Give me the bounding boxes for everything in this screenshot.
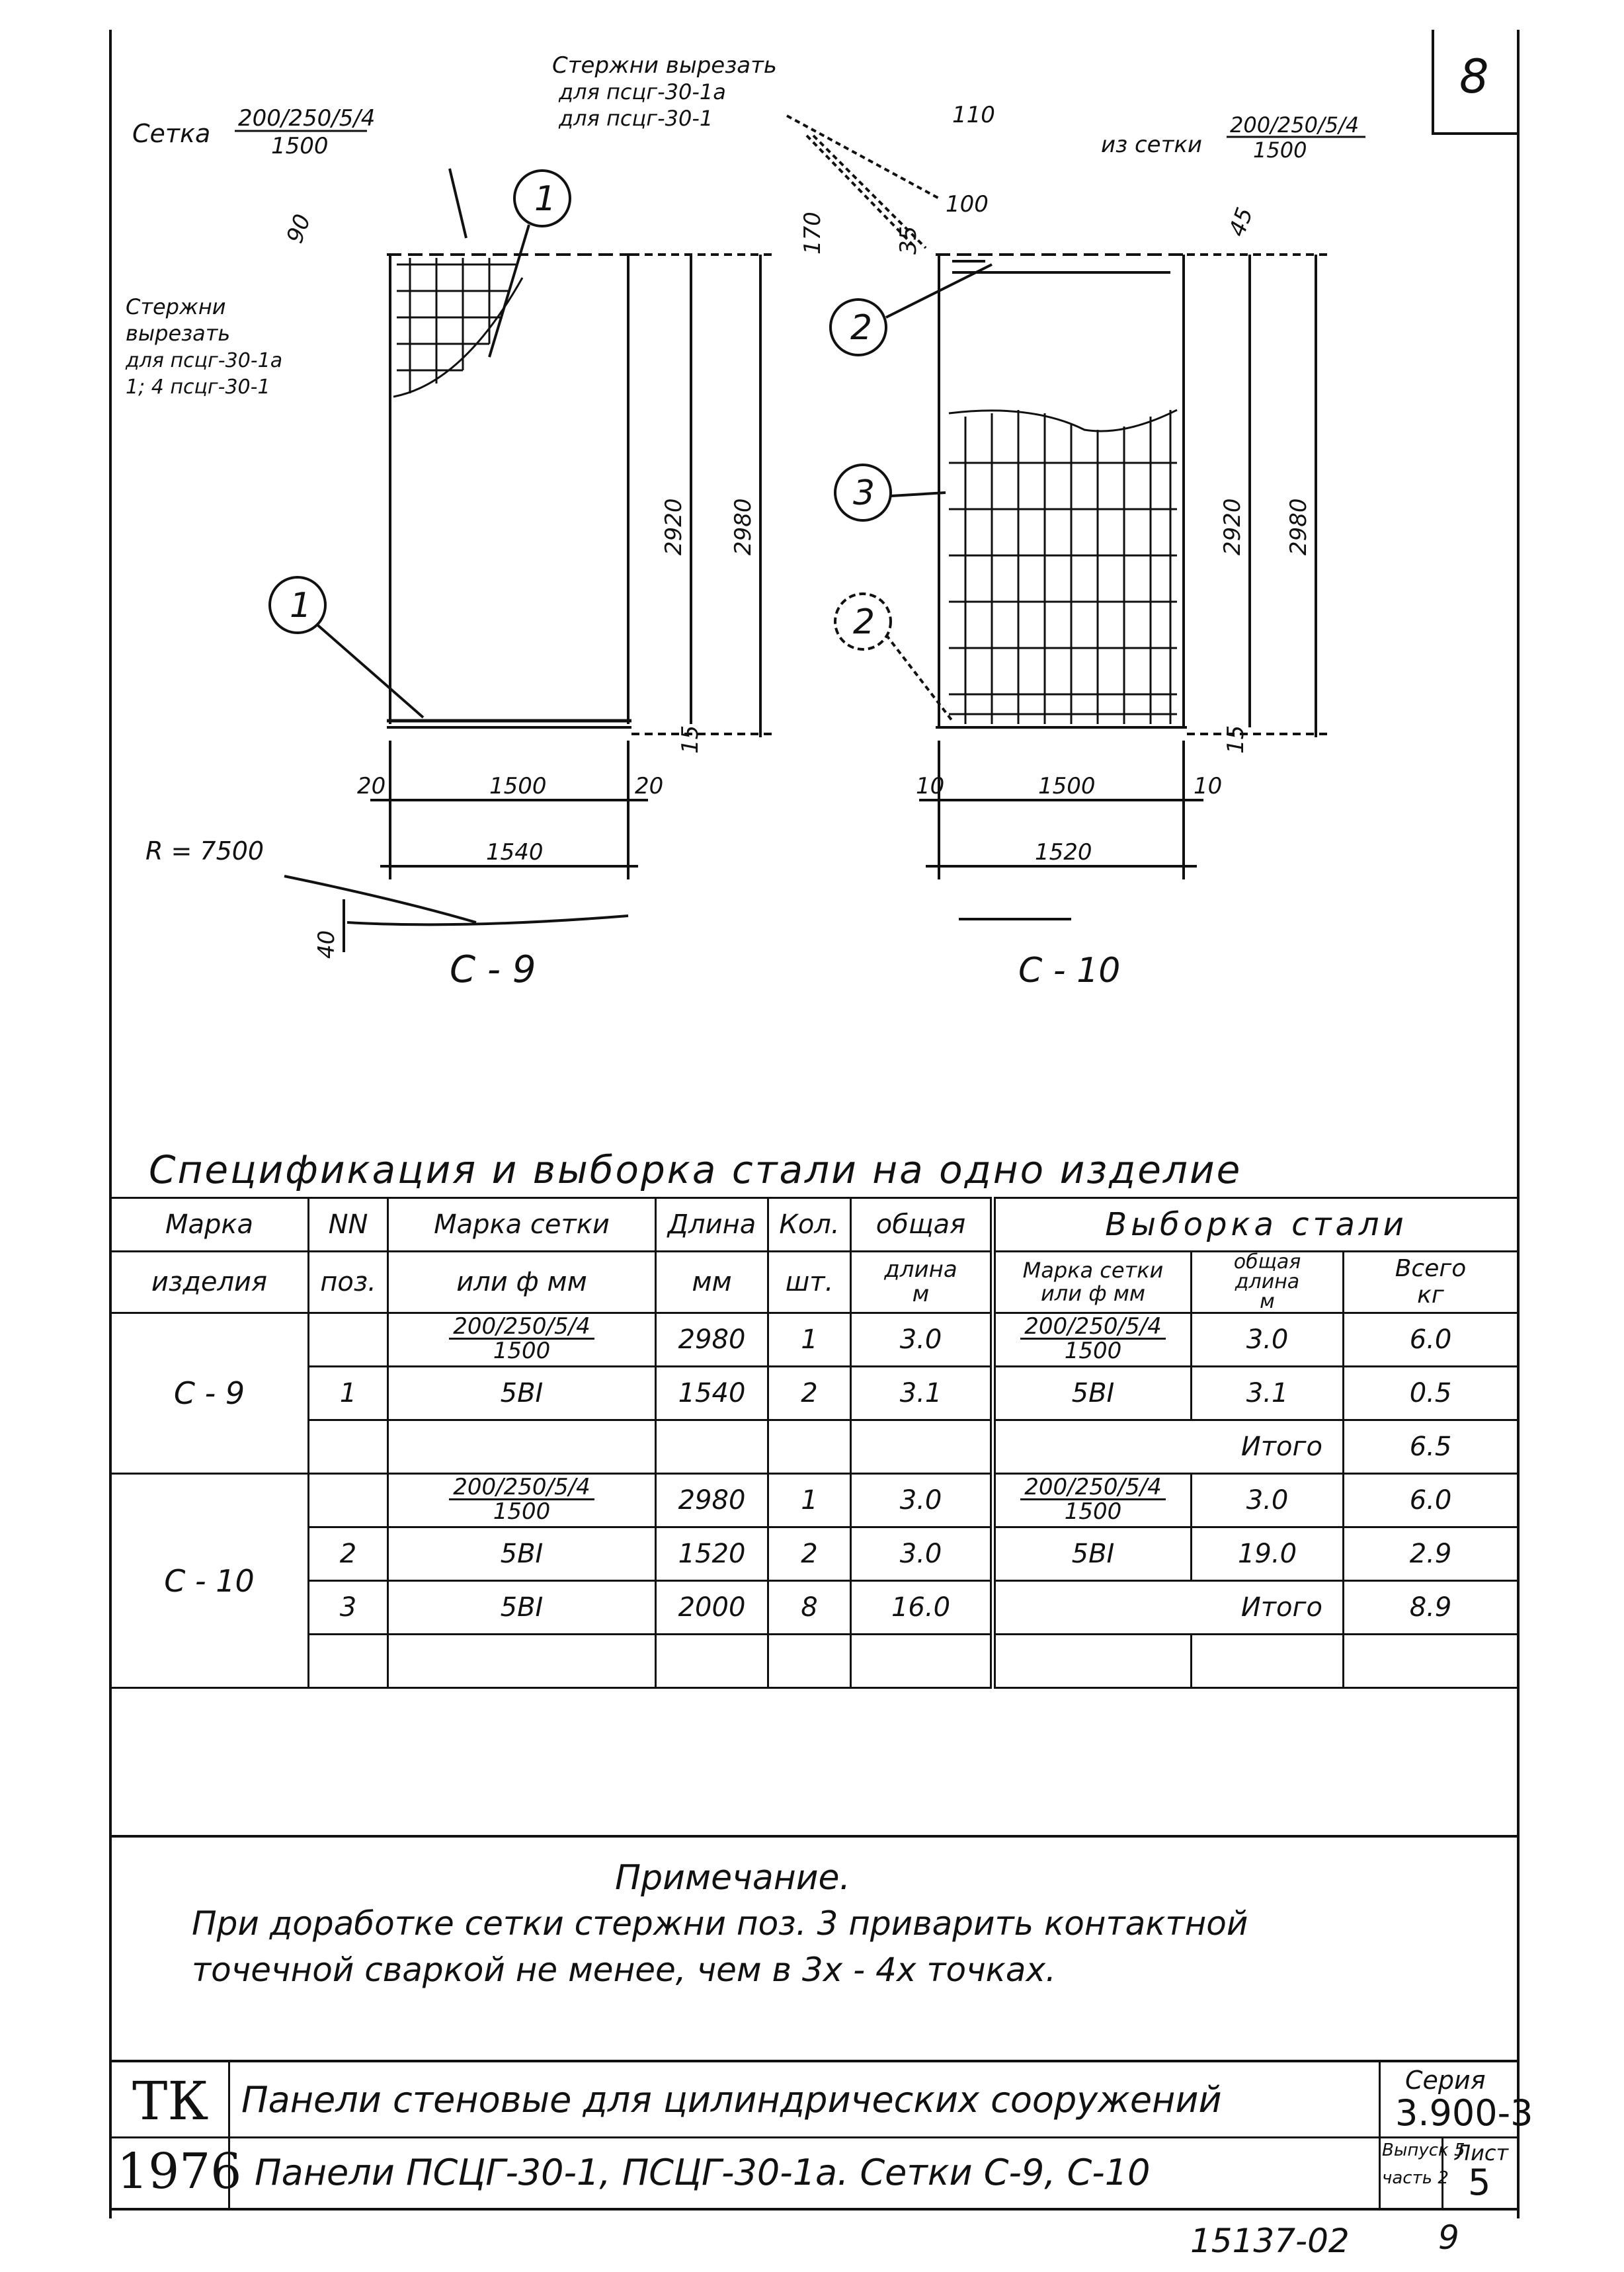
c10-cut-note-2: для псцг-30-1а xyxy=(559,79,726,104)
issue-sub: часть 2 xyxy=(1382,2168,1449,2188)
c10-dim-100: 100 xyxy=(946,191,989,218)
c10-r1-pos xyxy=(309,1474,388,1527)
sheet-value: 5 xyxy=(1468,2162,1491,2203)
c10-r1-qty: 1 xyxy=(768,1474,851,1527)
c10-r1-total: 3.0 xyxy=(851,1474,993,1527)
c10-r2-total: 3.0 xyxy=(851,1527,993,1581)
c9-dim-bottom: 15 xyxy=(677,725,704,754)
c9-mark: С - 9 xyxy=(110,1313,309,1474)
hdr-qty-2: шт. xyxy=(768,1252,851,1313)
c10-r1-s-len: 3.0 xyxy=(1192,1474,1344,1527)
c9-dim-h-inner: 2920 xyxy=(661,498,687,555)
c10-from-mesh-den: 1500 xyxy=(1253,138,1307,163)
c10-from-mesh-word: из сетки xyxy=(1101,132,1203,158)
table-row xyxy=(110,1527,1518,1581)
hdr-len: Длина xyxy=(656,1198,768,1252)
hdr-sel-len: общая длина м xyxy=(1192,1252,1344,1313)
hdr-total: общая xyxy=(851,1198,993,1252)
hdr-selection: Выборка стали xyxy=(993,1198,1518,1252)
c9-dim-w-inner: 1500 xyxy=(489,773,547,799)
c9-r2-s-len: 3.1 xyxy=(1192,1367,1344,1420)
c9-dim-h-total: 2980 xyxy=(730,498,756,555)
title-line-1: Панели стеновые для цилиндрических сооружений xyxy=(241,2079,1222,2121)
note-divider xyxy=(109,1835,1517,1838)
issue-label: Выпуск 5 xyxy=(1382,2140,1465,2160)
c9-r1-pos xyxy=(309,1313,388,1367)
title-block xyxy=(109,2060,1533,2211)
c10-r2-s-len: 19.0 xyxy=(1192,1527,1344,1581)
mesh-label-num: 200/250/5/4 xyxy=(238,105,376,132)
c10-r2-s-kg: 2.9 xyxy=(1344,1527,1518,1581)
hdr-sel-mesh: Марка сетки или ф мм xyxy=(993,1252,1192,1313)
table-row xyxy=(110,1313,1518,1367)
hdr-pos-2: поз. xyxy=(309,1252,388,1313)
hdr-qty: Кол. xyxy=(768,1198,851,1252)
c10-r1-s-kg: 6.0 xyxy=(1344,1474,1518,1527)
c10-dim-110: 110 xyxy=(952,102,995,128)
doc-number: 15137-02 xyxy=(1190,2222,1350,2260)
c10-r3-pos: 3 xyxy=(309,1581,388,1635)
table-row xyxy=(110,1367,1518,1420)
c9-r2-pos: 1 xyxy=(309,1367,388,1420)
c9-callout-top: 1 xyxy=(534,179,557,219)
hdr-mesh-2: или ф мм xyxy=(388,1252,656,1313)
mesh-label-den: 1500 xyxy=(271,133,329,159)
c10-r2-pos: 2 xyxy=(309,1527,388,1581)
c9-callout-bottom: 1 xyxy=(290,586,312,626)
c10-callout-3: 3 xyxy=(853,473,875,513)
hdr-len-2: мм xyxy=(656,1252,768,1313)
c10-r1-mesh: $\frac{200/250/5/4}{1500}$ xyxy=(388,1474,656,1527)
c10-dim-170: 170 xyxy=(799,212,826,255)
hdr-mark-2: изделия xyxy=(110,1252,309,1313)
c10-dim-w-inner: 1500 xyxy=(1038,773,1096,799)
hdr-total-2: длина м xyxy=(851,1252,993,1313)
c10-dim-left-off: 10 xyxy=(916,773,945,799)
c10-r3-qty: 8 xyxy=(768,1581,851,1635)
c9-r2-s-kg: 0.5 xyxy=(1344,1367,1518,1420)
c10-r2-len: 1520 xyxy=(656,1527,768,1581)
hdr-mesh: Марка сетки xyxy=(388,1198,656,1252)
sheet-corner-number: 8 xyxy=(1459,50,1489,104)
table-row xyxy=(110,1581,1518,1635)
page-number: 9 xyxy=(1438,2218,1459,2257)
c9-cut-note-1: Стержни xyxy=(126,294,226,319)
c10-r2-qty: 2 xyxy=(768,1527,851,1581)
c9-r1-s-mesh: $\frac{200/250/5/4}{1500}$ xyxy=(993,1313,1192,1367)
hdr-sel-kg: Всего кг xyxy=(1344,1252,1518,1313)
c9-cut-note-3: для псцг-30-1а xyxy=(126,349,283,372)
c10-r1-s-mesh: $\frac{200/250/5/4}{1500}$ xyxy=(993,1474,1192,1527)
c10-dim-top: 45 xyxy=(1223,204,1259,241)
c10-r3-len: 2000 xyxy=(656,1581,768,1635)
note-title: Примечание. xyxy=(615,1858,851,1898)
c9-itogo: Итого xyxy=(993,1420,1344,1474)
c10-mark: С - 10 xyxy=(110,1474,309,1688)
title-line-2: Панели ПСЦГ-30-1, ПСЦГ-30-1а. Сетки С-9, С-10 xyxy=(255,2152,1151,2193)
c9-r2-len: 1540 xyxy=(656,1367,768,1420)
c9-dim-w-total: 1540 xyxy=(486,839,544,866)
table-row xyxy=(110,1635,1518,1688)
c10-dim-bottom: 15 xyxy=(1223,725,1249,754)
c10-r2-s-mesh: 5ВI xyxy=(993,1527,1192,1581)
c9-radius-dim: 40 xyxy=(313,930,340,959)
c9-r1-s-len: 3.0 xyxy=(1192,1313,1344,1367)
c9-r2-total: 3.1 xyxy=(851,1367,993,1420)
c9-dim-top-a: 90 xyxy=(281,210,317,247)
hdr-pos: NN xyxy=(309,1198,388,1252)
c10-dim-w-total: 1520 xyxy=(1035,839,1092,866)
series-label: Серия xyxy=(1405,2066,1486,2095)
c10-dim-35: 35 xyxy=(895,225,922,255)
c10-callout-2a: 2 xyxy=(850,308,873,348)
c10-r3-total: 16.0 xyxy=(851,1581,993,1635)
c10-callout-2b: 2 xyxy=(853,602,875,642)
spec-title: Спецификация и выборка стали на одно изделие xyxy=(149,1147,1242,1192)
mesh-label-word: Сетка xyxy=(132,119,211,148)
c9-r1-s-kg: 6.0 xyxy=(1344,1313,1518,1367)
title-year: 1976 xyxy=(117,2143,242,2200)
table-row xyxy=(110,1420,1518,1474)
sheet-label: Лист xyxy=(1455,2140,1509,2166)
c9-label: С - 9 xyxy=(450,948,536,991)
c10-r3-mesh: 5ВI xyxy=(388,1581,656,1635)
c10-r1-len: 2980 xyxy=(656,1474,768,1527)
c10-cut-note-1: Стержни вырезать xyxy=(552,52,777,79)
series-value: 3.900-3 xyxy=(1395,2092,1533,2134)
c10-itogo-kg: 8.9 xyxy=(1344,1581,1518,1635)
c10-cut-note-3: для псцг-30-1 xyxy=(559,106,713,131)
c9-r1-mesh: $\frac{200/250/5/4}{1500}$ xyxy=(388,1313,656,1367)
c9-dim-left-off: 20 xyxy=(357,773,386,799)
c10-from-mesh-num: 200/250/5/4 xyxy=(1230,112,1360,138)
c10-label: С - 10 xyxy=(1018,951,1121,991)
c9-r1-total: 3.0 xyxy=(851,1313,993,1367)
c9-r1-qty: 1 xyxy=(768,1313,851,1367)
c10-dim-right-off: 10 xyxy=(1194,773,1223,799)
c9-r2-s-mesh: 5ВI xyxy=(993,1367,1192,1420)
c9-radius: R = 7500 xyxy=(145,836,264,866)
c9-itogo-kg: 6.5 xyxy=(1344,1420,1518,1474)
c9-cut-note-2: вырезать xyxy=(126,321,231,346)
hdr-mark: Марка xyxy=(110,1198,309,1252)
c9-cut-note-4: 1; 4 псцг-30-1 xyxy=(126,376,270,399)
title-org: ТК xyxy=(132,2070,209,2132)
note-line-1: При доработке сетки стержни поз. 3 приварить контактной xyxy=(192,1904,1248,1943)
note-line-2: точечной сваркой не менее, чем в 3х - 4х точках. xyxy=(192,1951,1056,1989)
c9-r2-mesh: 5ВI xyxy=(388,1367,656,1420)
table-row xyxy=(110,1474,1518,1527)
c10-r2-mesh: 5ВI xyxy=(388,1527,656,1581)
c9-dim-right-off: 20 xyxy=(635,773,664,799)
c10-itogo: Итого xyxy=(993,1581,1344,1635)
c9-r1-len: 2980 xyxy=(656,1313,768,1367)
c10-dim-h-inner: 2920 xyxy=(1219,498,1246,555)
c10-dim-h-total: 2980 xyxy=(1285,498,1312,555)
spec-table xyxy=(109,1197,1519,1689)
c9-r2-qty: 2 xyxy=(768,1367,851,1420)
